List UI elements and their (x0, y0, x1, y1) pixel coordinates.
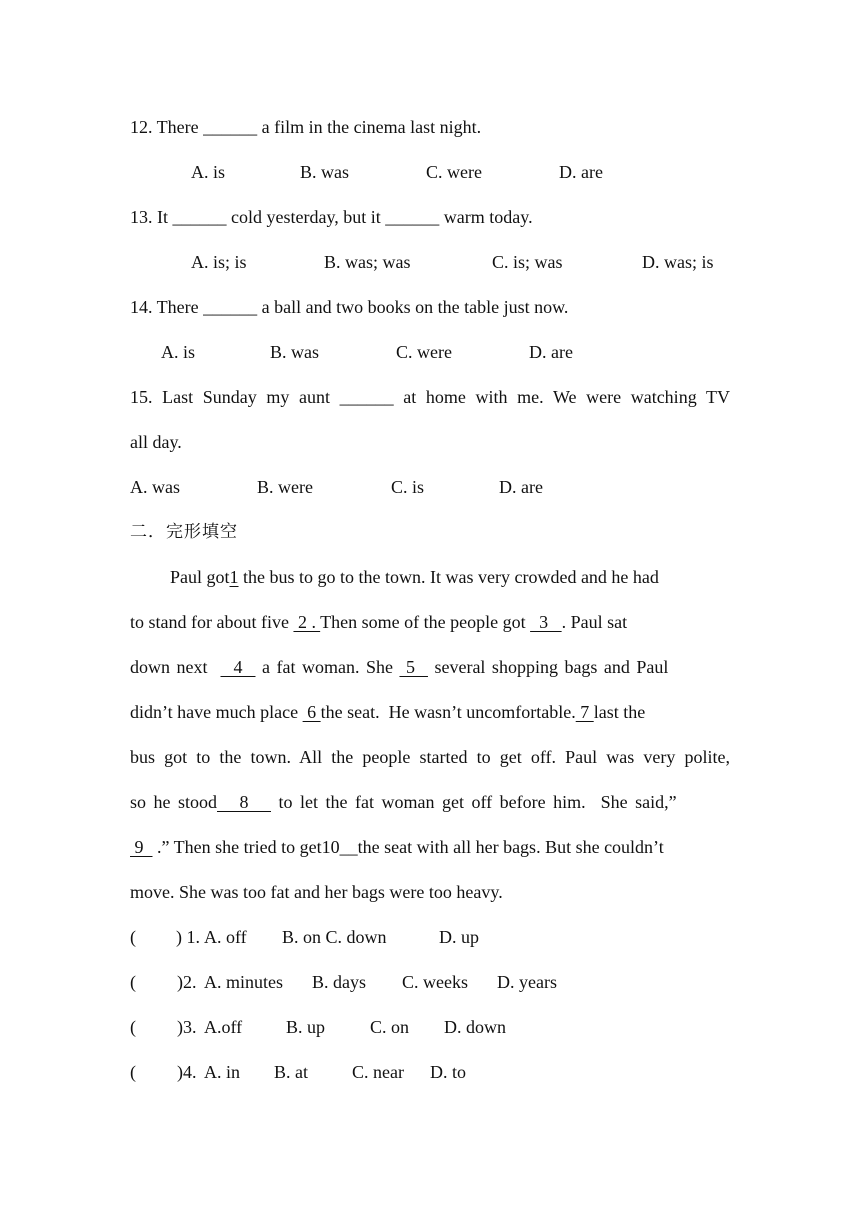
passage-line-2 (130, 610, 730, 634)
option-b: B. at (274, 1062, 308, 1082)
blank-4: 4 (220, 657, 256, 677)
option-c: C. were (426, 162, 482, 182)
passage-text: last the (593, 702, 646, 722)
question-15-stem-line2: all day. (130, 432, 182, 452)
item-number: )3. (177, 1017, 197, 1037)
option-c: C. is; was (492, 252, 563, 272)
passage-text: the seat. He wasn’t uncomfortable. (320, 702, 576, 722)
option-d: D. are (499, 477, 543, 497)
option-a: A. in (204, 1062, 240, 1082)
passage-text: to let the fat woman get off before him. She said,” (271, 792, 677, 812)
answer-paren-open: ( (130, 1017, 136, 1037)
option-a: A.off (204, 1017, 243, 1037)
blank-2: 2 . (293, 612, 321, 632)
option-c: C. weeks (402, 972, 468, 992)
blank-1: 1 (229, 567, 239, 587)
option-b: B. were (257, 477, 313, 497)
passage-text: down next (130, 657, 221, 677)
passage-line-8: move. She was too fat and her bags were too heavy. (130, 882, 503, 902)
item-number: )4. (177, 1062, 197, 1082)
option-d: D. down (444, 1017, 506, 1037)
option-b-c: B. on C. down (282, 927, 387, 947)
option-d: D. are (559, 162, 603, 182)
answer-paren-open: ( (130, 972, 136, 992)
question-13-stem: 13. It ______ cold yesterday, but it ______ warm today. (130, 207, 533, 227)
question-15-stem-line1: 15. Last Sunday my aunt ______ at home with me. We were watching TV (130, 387, 730, 407)
section-title: 二．完形填空 (130, 522, 238, 542)
passage-text: Paul got (170, 567, 230, 587)
option-d: D. years (497, 972, 557, 992)
option-b: B. days (312, 972, 366, 992)
option-d: D. up (439, 927, 479, 947)
passage-text: .” Then she tried to get10__the seat with all her bags. But she couldn’t (152, 837, 664, 857)
passage-text: so he stood (130, 792, 217, 812)
passage-text: several shopping bags and Paul (427, 657, 669, 677)
answer-paren-open: ( (130, 1062, 136, 1082)
passage-line-7 (130, 835, 730, 859)
option-b: B. was (270, 342, 319, 362)
blank-9: 9 (130, 837, 153, 857)
blank-5: 5 (399, 657, 428, 677)
blank-3: 3 (530, 612, 562, 632)
passage-text: a fat woman. She (255, 657, 400, 677)
passage-line-3 (130, 655, 730, 679)
option-a: A. is; is (191, 252, 247, 272)
option-c: C. near (352, 1062, 404, 1082)
passage-text: didn’t have much place (130, 702, 303, 722)
passage-text: . Paul sat (561, 612, 628, 632)
item-number: )2. (177, 972, 197, 992)
option-b: B. was (300, 162, 349, 182)
option-a: A. minutes (204, 972, 283, 992)
option-c: C. on (370, 1017, 410, 1037)
passage-text: the bus to go to the town. It was very crowded and he had (238, 567, 659, 587)
option-a: A. is (191, 162, 226, 182)
option-b: B. was; was (324, 252, 411, 272)
passage-line-1 (170, 565, 730, 589)
option-d: D. to (430, 1062, 466, 1082)
question-14-stem: 14. There ______ a ball and two books on the table just now. (130, 297, 569, 317)
option-d: D. was; is (642, 252, 714, 272)
option-a: A. off (204, 927, 247, 947)
answer-paren-open: ( (130, 927, 136, 947)
option-b: B. up (286, 1017, 326, 1037)
option-a: A. was (130, 477, 180, 497)
option-d: D. are (529, 342, 573, 362)
option-a: A. is (161, 342, 196, 362)
option-c: C. is (391, 477, 425, 497)
passage-line-5: bus got to the town. All the people started to get off. Paul was very polite, (130, 747, 730, 767)
blank-6: 6 (302, 702, 321, 722)
passage-line-6 (130, 790, 730, 814)
blank-7: 7 (575, 702, 594, 722)
option-c: C. were (396, 342, 452, 362)
question-12-stem: 12. There ______ a film in the cinema last night. (130, 117, 482, 137)
passage-line-4 (130, 700, 730, 724)
passage-text: Then some of the people got (320, 612, 531, 632)
blank-8: 8 (217, 792, 271, 812)
item-number: ) 1. (176, 927, 200, 947)
passage-text: to stand for about five (130, 612, 294, 632)
